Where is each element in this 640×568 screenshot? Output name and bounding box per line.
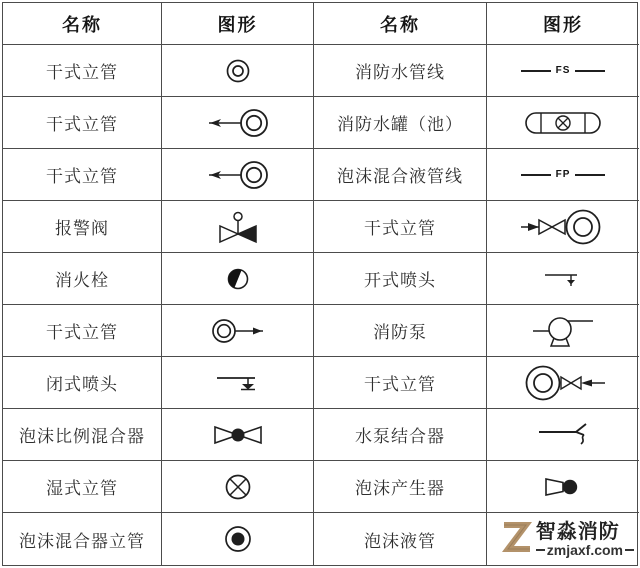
dash-decoration [625,549,634,551]
pipeline-fp-icon: FP [521,169,606,180]
name-cell-right: 泡沫产生器 [314,461,487,513]
dash-decoration [536,549,545,551]
open-sprinkler-icon [543,268,583,290]
arrow-ring-icon [207,106,269,140]
symbol-cell-left [162,149,314,201]
name-cell-left: 干式立管 [3,97,162,149]
symbol-cell-left [162,461,314,513]
name-cell-left: 报警阀 [3,201,162,253]
name-cell-right: 开式喷头 [314,253,487,305]
symbol-cell-left [162,409,314,461]
name-cell-left: 闭式喷头 [3,357,162,409]
closed-sprinkler-icon [215,371,261,395]
symbol-cell-left [162,357,314,409]
header-graphic-left: 图形 [162,3,314,45]
header-name-right: 名称 [314,3,487,45]
symbol-cell-left [162,45,314,97]
tank-icon [524,109,602,137]
name-cell-right: 泡沫混合液管线 [314,149,487,201]
foam-generator-icon [542,475,584,499]
symbol-cell-left [162,513,314,565]
name-cell-left: 泡沫混合器立管 [3,513,162,565]
ring-arrow-right-icon [209,316,267,346]
symbol-cell-right [487,409,639,461]
hydrant-icon [225,266,251,292]
watermark [499,518,634,561]
name-cell-left: 干式立管 [3,305,162,357]
symbol-cell-left [162,305,314,357]
header-graphic-right: 图形 [487,3,639,45]
pump-coupler-icon [537,421,589,449]
symbol-cell-right [487,97,639,149]
symbol-cell-left [162,201,314,253]
symbol-cell-left [162,97,314,149]
name-cell-left: 湿式立管 [3,461,162,513]
name-cell-right: 消防泵 [314,305,487,357]
watermark-brand: 智淼消防 [535,520,620,543]
symbol-cell-left [162,253,314,305]
symbol-cell-right [487,357,639,409]
symbol-cell-right [487,461,639,513]
symbol-cell-right [487,305,639,357]
name-cell-right: 干式立管 [314,201,487,253]
watermark-url: zmjaxf.com [536,543,634,558]
arrow-ring-icon [207,158,269,192]
ring-cross-icon [223,472,253,502]
name-cell-left: 干式立管 [3,45,162,97]
name-cell-right: 干式立管 [314,357,487,409]
symbol-cell-right [487,253,639,305]
name-cell-right: 泡沫液管 [314,513,487,565]
name-cell-left: 消火栓 [3,253,162,305]
header-name-left: 名称 [3,3,162,45]
name-cell-left: 干式立管 [3,149,162,201]
mixer-valve-icon [213,423,263,447]
symbol-legend-table [2,2,638,566]
ring-dot-icon [222,523,254,555]
name-cell-right: 消防水罐（池） [314,97,487,149]
alarm-valve-icon [217,210,259,244]
symbol-cell-right [487,201,639,253]
ring-small-icon [223,56,253,86]
watermark-logo-icon [499,518,533,561]
name-cell-right: 水泵结合器 [314,409,487,461]
ring-valve-arrow-icon [519,360,607,406]
symbol-cell-right [487,149,639,201]
pipeline-fs-icon: FS [521,65,606,76]
name-cell-right: 消防水管线 [314,45,487,97]
arrow-valve-ring-icon [519,204,607,250]
name-cell-left: 泡沫比例混合器 [3,409,162,461]
symbol-cell-right [487,45,639,97]
fire-pump-icon [531,312,595,350]
